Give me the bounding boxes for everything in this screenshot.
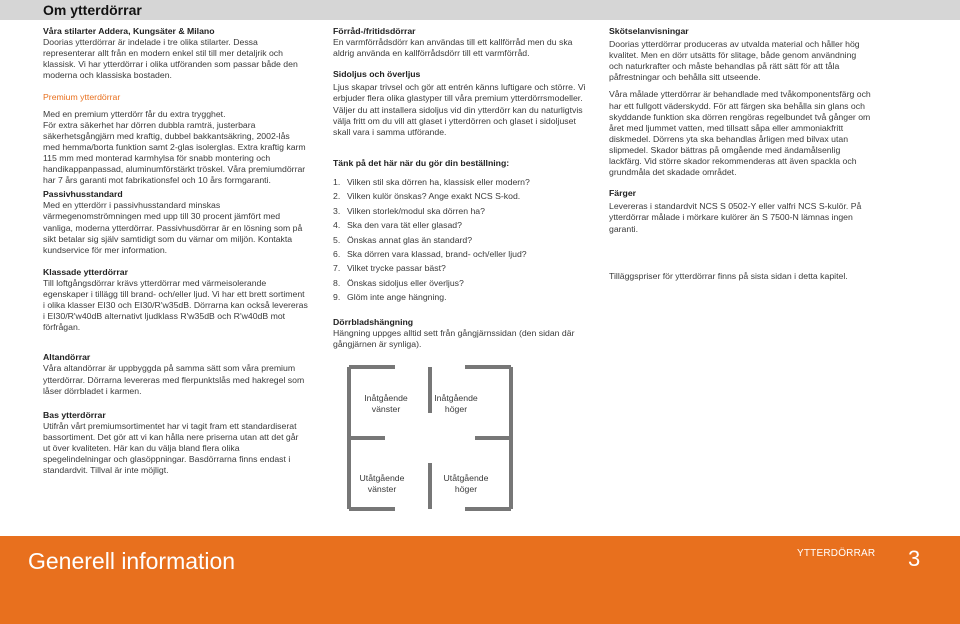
text-farger: Levereras i standardvit NCS S 0502-Y eller valfri NCS S-kulör. På ytterdörrar målade i mörkare kulörer än S 7500-N lämnas ingen garanti. bbox=[609, 201, 862, 234]
text-premium-sub: Med en premium ytterdörr får du extra trygghet. bbox=[43, 108, 226, 119]
order-checklist bbox=[333, 175, 595, 305]
list-item: 1. Vilken stil ska dörren ha, klassisk eller modern? bbox=[333, 176, 530, 187]
label-inat-vanster: Inåtgående vänster bbox=[364, 393, 408, 414]
heading-sidoljus: Sidoljus och överljus bbox=[333, 69, 421, 80]
list-item: 7. Vilket trycke passar bäst? bbox=[333, 263, 446, 274]
list-item: 3. Vilken storlek/modul ska dörren ha? bbox=[333, 205, 485, 216]
heading-forrad: Förråd-/fritidsdörrar bbox=[333, 26, 416, 36]
text-premium: För extra säkerhet har dörren dubbla ramträ, justerbara säkerhetsgångjärn med kraftig, dubbel bakkantsäkring, 2002-lås med hemma/borta funktion samt 2-glas isolerglas. Extra kraftig karm 115 mm med monterad karmhylsa för snabb montering och handikappanpassad, aluminumförstärkt tröskel. Våra premiumdörrar har 7 års garanti mot fabrikationsfel och 10 års formgaranti. bbox=[43, 119, 306, 186]
text-bas: Utifrån vårt premiumsortimentet har vi tagit fram ett standardiserat bassortiment. Det gör att vi kan hålla nere priserna utan att det går ut över kvaliteten. Här kan du välja bland flera olika spegelindelningar och glasöppningar. Basdörrarna finns endast i standardvit. Tillval är inte möjligt. bbox=[43, 420, 299, 476]
text-dorrblad: Hängning uppges alltid sett från gångjärnssidan (den sidan där gångjärnen är synliga). bbox=[333, 327, 575, 349]
text-sidoljus: Ljus skapar trivsel och gör att entrén känns luftigare och större. Vi erbjuder flera olika glastyper till våra premium ytterdörrsmodeller. Väljer du att installera sidoljus vid din ytterdörr kan du naturligtvis välja fritt om du vill att glaset i ytterdörren och glaset i sidoljuset skall vara i samma utförande. bbox=[333, 82, 586, 137]
list-item: 8. Önskas sidoljus eller överljus? bbox=[333, 277, 464, 288]
text-forrad: En varmförrådsdörr kan användas till ett kallförråd men du ska aldrig använda en kallförrådsdörr till ett varmförråd. bbox=[333, 37, 573, 59]
heading-altan: Altandörrar bbox=[43, 352, 91, 363]
heading-skotsel: Skötselanvisningar bbox=[609, 26, 689, 36]
list-item: 4. Ska den vara tät eller glasad? bbox=[333, 220, 462, 231]
heading-farger: Färger bbox=[609, 188, 637, 199]
list-item: 5. Önskas annat glas än standard? bbox=[333, 234, 473, 245]
heading-stilarter: Våra stilarter Addera, Kungsäter & Milano bbox=[43, 26, 215, 36]
text-skotsel-1: Doorias ytterdörrar produceras av utvalda material och håller hög kvalitet. Men en dörr utsätts för slitage, både genom användning och naturkrafter och måste behandlas på rätt sätt för att tåla påfrestningar och behålla sitt utseende. bbox=[609, 39, 860, 83]
list-item: 2. Vilken kulör önskas? Ange exakt NCS S-kod. bbox=[333, 191, 521, 202]
list-item: 9. Glöm inte ange hängning. bbox=[333, 292, 447, 303]
text-klassade: Till loftgångsdörrar krävs ytterdörrar med värmeisolerande egenskaper i tillägg till brand- och/eller ljud. Vi har ett brett sortiment i olika klasser EI30 och EI30/R'w35dB. Dörrarna kan också levereras i EI30/R'w40dB alternativt ljudklass R'w35dB och R'w40dB mot förfrågan. bbox=[43, 277, 308, 333]
text-passiv: Med en ytterdörr i passivhusstandard minskas värmegenomströmningen med upp till 30 procent jämfört med vanliga, moderna ytterdörrar. Passivhusdörrar är en lösning som på sikt betalar sig själv samtidigt som du värnar om miljön. Kontakta kundservice för mer information. bbox=[43, 200, 303, 255]
column-right bbox=[609, 26, 871, 282]
footer-bar bbox=[0, 536, 960, 624]
heading-bas: Bas ytterdörrar bbox=[43, 409, 106, 420]
label-inat-hoger: Inåtgående höger bbox=[434, 393, 478, 414]
page-number: 3 bbox=[908, 546, 921, 571]
label-utat-hoger: Utåtgående höger bbox=[443, 473, 489, 494]
heading-premium: Premium ytterdörrar bbox=[43, 92, 121, 103]
column-middle bbox=[333, 26, 595, 350]
text-altan: Våra altandörrar är uppbyggda på samma sätt som våra premium ytterdörrar. Dörrarna levereras med flerpunktslås med hakregel som låser dörrbladet i karmen. bbox=[43, 363, 305, 396]
heading-klassade: Klassade ytterdörrar bbox=[43, 266, 128, 277]
footer-title: Generell information bbox=[28, 548, 236, 574]
heading-passiv: Passivhusstandard bbox=[43, 189, 123, 200]
column-left bbox=[43, 26, 308, 476]
heading-tank: Tänk på det här när du gör din beställning: bbox=[333, 157, 510, 168]
text-skotsel-2: Våra målade ytterdörrar är behandlade med tvåkomponentsfärg och har ett fullgott väderskydd. För att färgen ska behålla sin glans och skyddande funktion ska dörren rengöras regelbundet två gånger om året med ljummet vatten, med tillsatt såpa eller ammoniakfritt diskmedel. Dörrens yta ska behandlas årligen med bilvax utan slipmedel. Skador bättras på omgående med ändamålsenlig lackfärg. Vid större skador rekommenderas att även spackla och grundmåla det skadade området. bbox=[609, 89, 871, 178]
text-stilarter: Doorias ytterdörrar är indelade i tre olika stilarter. Dessa representerar allt från en modern enkel stil till mer detaljrik och klassisk. Vi har ytterdörrar i olika utföranden som passar både den moderna och klassiska bostaden. bbox=[43, 37, 298, 81]
heading-dorrblad: Dörrbladshängning bbox=[333, 316, 414, 327]
door-hanging-diagram bbox=[345, 363, 515, 513]
footer-section-label: YTTERDÖRRAR bbox=[797, 548, 876, 559]
label-utat-vanster: Utåtgående vänster bbox=[359, 473, 405, 494]
text-tillagg: Tilläggspriser för ytterdörrar finns på sista sidan i detta kapitel. bbox=[609, 270, 848, 281]
page-title: Om ytterdörrar bbox=[0, 0, 960, 20]
list-item: 6. Ska dörren vara klassad, brand- och/eller ljud? bbox=[333, 248, 527, 259]
